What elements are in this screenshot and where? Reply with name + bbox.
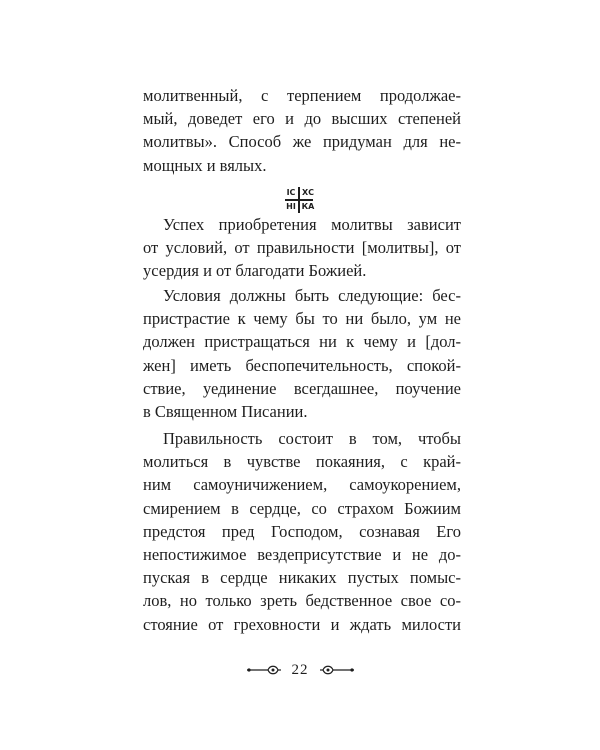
- page-footer: [0, 658, 600, 682]
- text-line: ствие, уединение всегдашнее, поучение: [143, 378, 461, 398]
- text-line: Успех приобретения молитвы зависит: [163, 215, 461, 234]
- paragraph-conditions: [143, 284, 461, 423]
- text-line: мый, доведет его и до высших степеней: [143, 109, 461, 129]
- text-line: молиться в чувстве покаяния, с край-: [143, 452, 461, 472]
- paragraph-continuation: [143, 84, 461, 177]
- text-line: должен пристращаться ни к чему и [дол-: [143, 332, 461, 352]
- text-line: стояние от греховности и ждать милости: [143, 614, 461, 634]
- text-line: предстоя пред Господом, сознавая Его: [143, 521, 461, 541]
- text-line: пристрастие к чему бы то ни было, ум не: [143, 309, 461, 329]
- ornament-text-xc: ХС: [301, 188, 315, 197]
- page-number: 22: [291, 661, 309, 678]
- text-line: ним самоуничижением, самоукорением,: [143, 475, 461, 495]
- left-flourish-icon: [246, 664, 282, 676]
- ornament-text-ka: КА: [301, 202, 315, 211]
- ic-xc-nika-cross-ornament: [283, 186, 315, 214]
- text-line: непостижимое вездеприсутствие и не до-: [143, 544, 461, 564]
- text-line: смирением в сердце, со страхом Божиим: [143, 498, 461, 518]
- ornament-text-ni: НI: [286, 202, 296, 211]
- text-line: лов, но только зреть бедственное свое со-: [143, 591, 461, 611]
- text-line: пуская в сердце никаких пустых помыс-: [143, 568, 461, 588]
- text-line: от условий, от правильности [молитвы], от: [143, 238, 461, 258]
- text-line: молитвенный, с терпением продолжае-: [143, 86, 461, 105]
- paragraph-correctness: [143, 427, 461, 636]
- text-line: усердия и от благодати Божией.: [143, 261, 367, 281]
- text-line: в Священном Писании.: [143, 401, 308, 421]
- ornament-text-ic: IС: [286, 188, 296, 197]
- text-line: Условия должны быть следующие: бес-: [163, 286, 461, 305]
- text-line: молитвы». Способ же придуман для не-: [143, 132, 461, 152]
- paragraph-success: [143, 213, 461, 283]
- right-flourish-icon: [319, 664, 355, 676]
- text-line: мощных и вялых.: [143, 155, 267, 175]
- text-line: жен] иметь беспопечительность, спокой-: [143, 355, 461, 375]
- text-line: Правильность состоит в том, чтобы: [163, 429, 461, 448]
